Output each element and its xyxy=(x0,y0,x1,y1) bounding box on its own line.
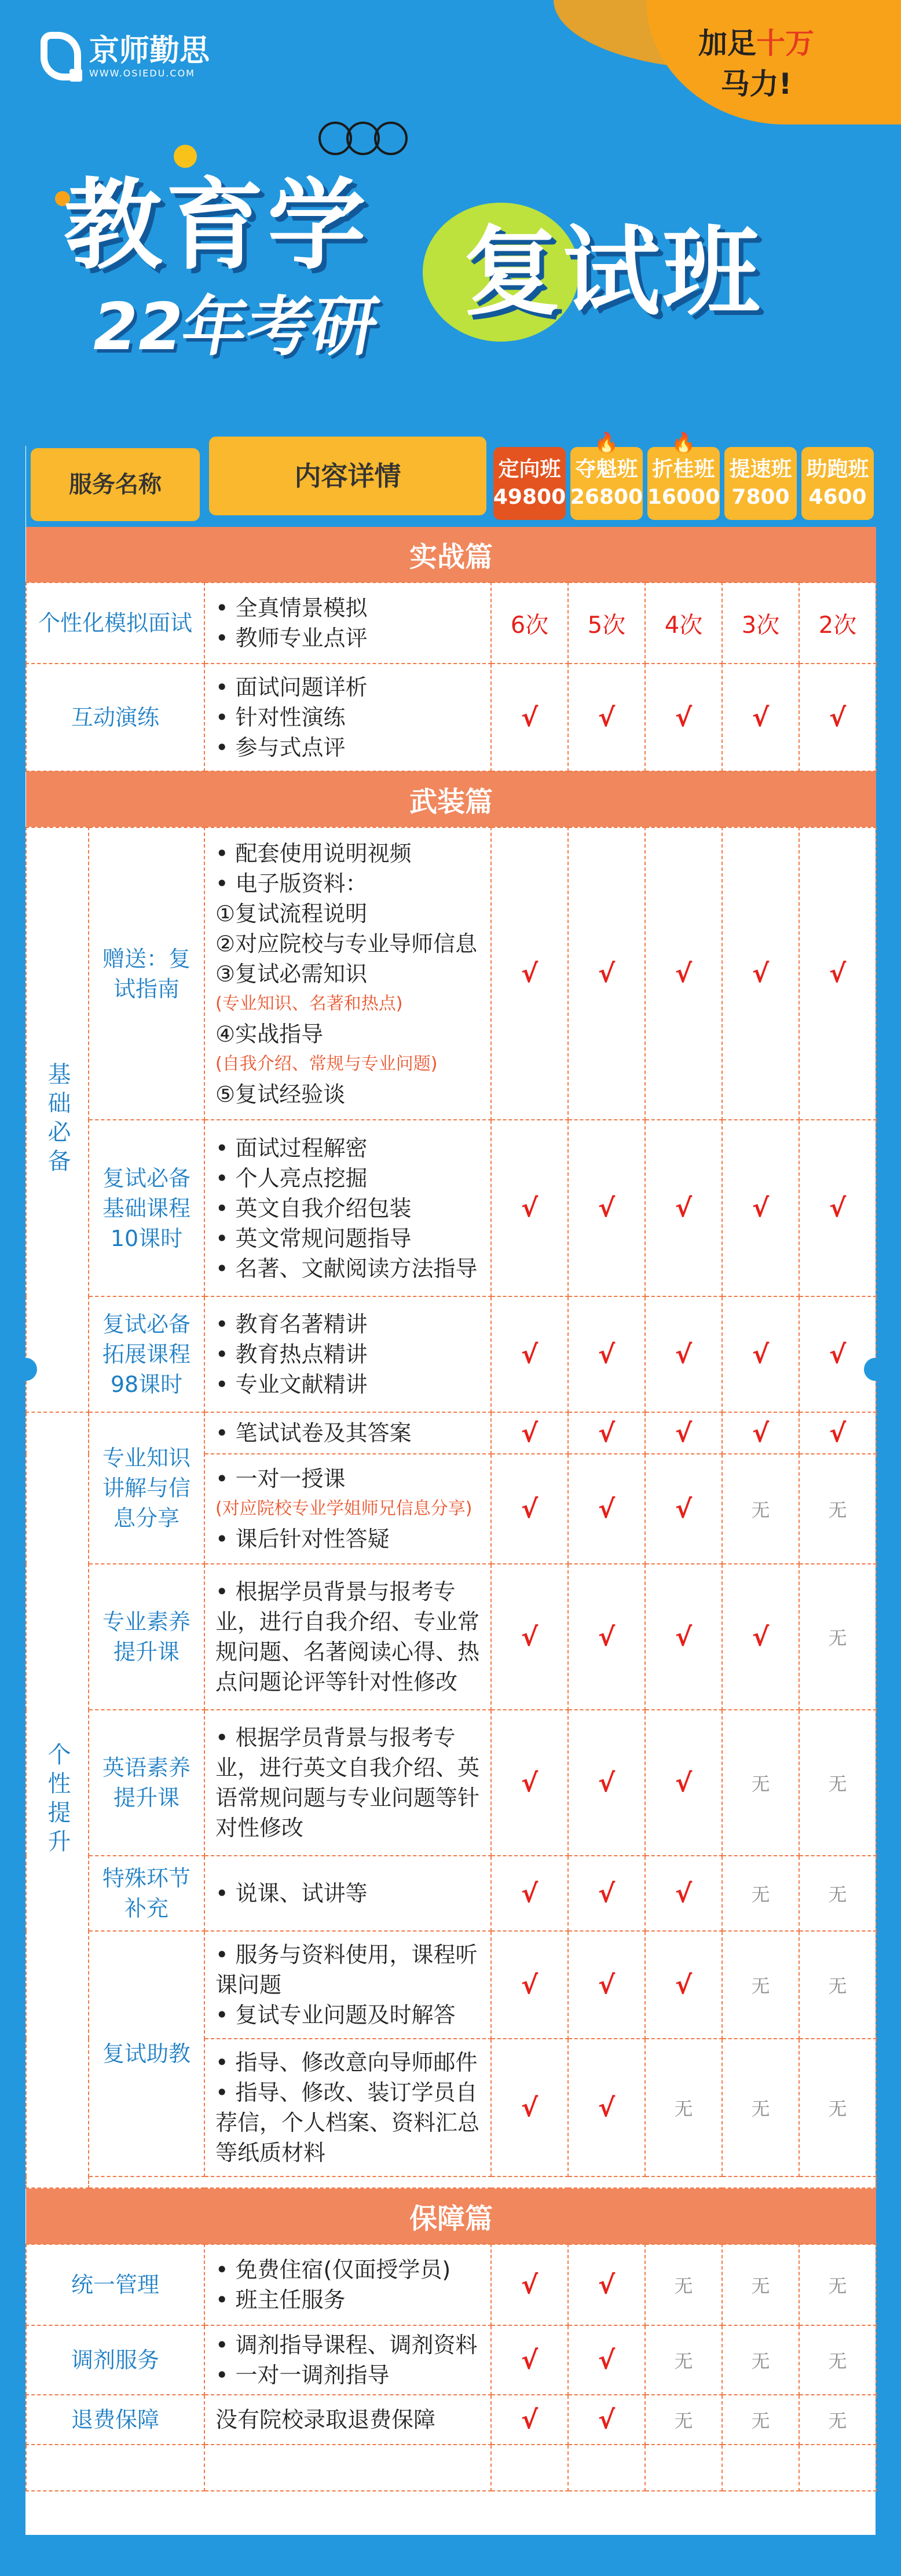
section-wuzhuang: 武装篇 xyxy=(26,771,876,827)
plan-mark: √ xyxy=(645,1454,722,1564)
table-row xyxy=(26,1120,876,1296)
plan-mark: 2次 xyxy=(799,582,876,664)
service-detail: • 面试问题详析 • 针对性演练 • 参与式点评 xyxy=(204,664,491,771)
plan-mark: 无 xyxy=(799,1564,876,1710)
service-detail: • 全真情景模拟 • 教师专业点评 xyxy=(204,582,491,664)
plan-mark: √ xyxy=(491,1296,568,1412)
plan-mark: √ xyxy=(568,1564,645,1710)
plan-mark: 无 xyxy=(799,1856,876,1931)
plan-mark: √ xyxy=(491,1856,568,1931)
plan-mark: √ xyxy=(722,1564,799,1710)
slogan: 加足十万 马力! xyxy=(698,27,814,101)
plan-mark: √ xyxy=(491,1120,568,1296)
plan-mark: √ xyxy=(645,664,722,771)
plan-mark: 无 xyxy=(799,2039,876,2176)
plan-mark: √ xyxy=(722,1296,799,1412)
plan-mark: 无 xyxy=(645,2395,722,2445)
service-name: 赠送：复试指南 xyxy=(89,827,204,1120)
plan-mark: √ xyxy=(568,2244,645,2325)
plan-zhegui: 🔥 折桂班 16000 xyxy=(647,447,720,520)
title-main: 教育学 xyxy=(64,168,370,283)
plan-mark: 无 xyxy=(645,2039,722,2176)
logo-icon xyxy=(41,32,81,80)
table-row xyxy=(26,582,876,664)
service-detail: • 教育名著精讲 • 教育热点精讲 • 专业文献精讲 xyxy=(204,1296,491,1412)
plan-mark: √ xyxy=(645,1564,722,1710)
service-name: 专业知识讲解与信息分享 xyxy=(89,1412,204,1564)
plan-mark: √ xyxy=(568,1412,645,1454)
flame-icon: 🔥 xyxy=(594,431,619,455)
plan-mark: 无 xyxy=(722,2395,799,2445)
plan-mark: √ xyxy=(491,664,568,771)
table-row xyxy=(26,1564,876,1710)
service-detail: • 免费住宿(仅面授学员) • 班主任服务 xyxy=(204,2244,491,2325)
table-row xyxy=(26,1856,876,1931)
brand-name: 京师勤思 xyxy=(89,33,210,68)
plan-mark: 无 xyxy=(722,2325,799,2395)
plan-mark: 无 xyxy=(799,2244,876,2325)
panel-notch xyxy=(14,1358,37,1381)
plan-mark: √ xyxy=(799,1412,876,1454)
plan-mark: √ xyxy=(568,2039,645,2176)
plan-mark: 无 xyxy=(722,1931,799,2039)
course-table-guarantee xyxy=(25,2189,877,2491)
service-name: 退费保障 xyxy=(26,2395,204,2445)
plan-mark: 6次 xyxy=(491,582,568,664)
plan-mark: 无 xyxy=(799,1710,876,1856)
plan-mark: 无 xyxy=(645,2244,722,2325)
plan-mark: √ xyxy=(568,827,645,1120)
service-name: 英语素养提升课 xyxy=(89,1710,204,1856)
service-detail: • 配套使用说明视频 • 电子版资料： ①复试流程说明 ②对应院校与专业导师信息 ③复试必需知识 (专业知识、名著和热点) ④实战指导 (自我介绍、常规与专业问题) ⑤复试经验谈 xyxy=(204,827,491,1120)
plan-mark: √ xyxy=(491,2395,568,2445)
section-baozhang: 保障篇 xyxy=(26,2189,876,2244)
table-row xyxy=(26,1412,876,1454)
plan-mark: √ xyxy=(722,827,799,1120)
service-detail: 没有院校录取退费保障 xyxy=(204,2395,491,2445)
plan-mark: √ xyxy=(722,1412,799,1454)
plan-mark: 3次 xyxy=(722,582,799,664)
header-service: 服务名称 xyxy=(69,471,162,498)
dot-decoration xyxy=(174,145,197,168)
service-name: 特殊环节补充 xyxy=(89,1856,204,1931)
plan-mark: √ xyxy=(645,827,722,1120)
service-detail: • 一对一授课 (对应院校专业学姐师兄信息分享) • 课后针对性答疑 xyxy=(204,1454,491,1564)
plan-mark: √ xyxy=(568,664,645,771)
service-name: 调剂服务 xyxy=(26,2325,204,2395)
plan-mark: √ xyxy=(645,1856,722,1931)
service-detail: • 根据学员背景与报考专业，进行英文自我介绍、英语常规问题与专业问题等针对性修改 xyxy=(204,1710,491,1856)
plan-mark: 5次 xyxy=(568,582,645,664)
plan-dingxiang: 定向班 49800 xyxy=(493,447,566,520)
plan-mark: √ xyxy=(568,1931,645,2039)
service-name: 复试必备基础课程10课时 xyxy=(89,1120,204,1296)
plan-mark: 无 xyxy=(722,2244,799,2325)
plan-mark: √ xyxy=(799,1296,876,1412)
service-detail: • 指导、修改意向导师邮件 • 指导、修改、装订学员自荐信，个人档案、资料汇总等纸质材料 xyxy=(204,2039,491,2176)
plan-mark: √ xyxy=(568,2395,645,2445)
price-panel xyxy=(25,431,876,2535)
table-row xyxy=(26,1710,876,1856)
plan-mark: √ xyxy=(568,1296,645,1412)
plan-mark: 无 xyxy=(722,2039,799,2176)
plan-tisu: 提速班 7800 xyxy=(724,447,797,520)
plan-mark: √ xyxy=(491,1454,568,1564)
table-row xyxy=(26,2395,876,2445)
brand-logo xyxy=(41,32,210,80)
plan-mark: 无 xyxy=(799,2395,876,2445)
title-highlight: 复试班 xyxy=(463,215,762,329)
table-header xyxy=(26,446,876,527)
plan-mark: 无 xyxy=(722,1856,799,1931)
service-name: 复试助教 xyxy=(89,1931,204,2176)
header-detail: 内容详情 xyxy=(294,460,401,492)
rings-decoration xyxy=(324,122,408,155)
course-table-grouped xyxy=(25,827,877,2189)
section-shizhan: 实战篇 xyxy=(26,527,876,582)
plan-mark: √ xyxy=(645,1296,722,1412)
service-detail: • 说课、试讲等 xyxy=(204,1856,491,1931)
service-name: 专业素养提升课 xyxy=(89,1564,204,1710)
plan-mark: 无 xyxy=(722,1710,799,1856)
group-gexing: 个性提升 xyxy=(26,1412,89,2188)
table-row xyxy=(26,2244,876,2325)
service-name: 互动演练 xyxy=(26,664,204,771)
plan-zhupao: 助跑班 4600 xyxy=(801,447,874,520)
table-row xyxy=(26,827,876,1120)
service-detail: • 服务与资料使用，课程听课问题 • 复试专业问题及时解答 xyxy=(204,1931,491,2039)
plan-mark: √ xyxy=(491,2039,568,2176)
plan-mark: √ xyxy=(799,827,876,1120)
title-sub: 22年考研 xyxy=(86,290,384,365)
plan-mark: √ xyxy=(491,2244,568,2325)
plan-mark: √ xyxy=(491,827,568,1120)
plan-mark: √ xyxy=(722,664,799,771)
plan-duokui: 🔥 夺魁班 26800 xyxy=(570,447,643,520)
plan-mark: √ xyxy=(722,1120,799,1296)
service-name: 统一管理 xyxy=(26,2244,204,2325)
group-jichu: 基础必备 xyxy=(26,827,89,1412)
plan-mark: √ xyxy=(645,1710,722,1856)
plan-mark: √ xyxy=(491,1412,568,1454)
plan-mark: √ xyxy=(568,1710,645,1856)
plan-mark: √ xyxy=(799,664,876,771)
plan-mark: √ xyxy=(491,1564,568,1710)
plan-mark: 无 xyxy=(799,2325,876,2395)
plan-mark: √ xyxy=(568,1454,645,1564)
plan-mark: √ xyxy=(491,1710,568,1856)
plan-mark: 4次 xyxy=(645,582,722,664)
plan-mark: 无 xyxy=(645,2325,722,2395)
plan-mark: √ xyxy=(491,1931,568,2039)
plan-mark: √ xyxy=(568,1120,645,1296)
service-name: 个性化模拟面试 xyxy=(26,582,204,664)
table-row xyxy=(26,1931,876,2039)
plan-mark: √ xyxy=(799,1120,876,1296)
plan-mark: 无 xyxy=(799,1931,876,2039)
plan-mark: √ xyxy=(645,1120,722,1296)
service-name: 复试必备拓展课程98课时 xyxy=(89,1296,204,1412)
service-detail: • 根据学员背景与报考专业，进行自我介绍、专业常规问题、名著阅读心得、热点问题论评等针对性修改 xyxy=(204,1564,491,1710)
plan-mark: 无 xyxy=(799,1454,876,1564)
table-row xyxy=(26,2325,876,2395)
service-detail: • 面试过程解密 • 个人亮点挖掘 • 英文自我介绍包装 • 英文常规问题指导 • 名著、文献阅读方法指导 xyxy=(204,1120,491,1296)
service-detail: • 调剂指导课程、调剂资料 • 一对一调剂指导 xyxy=(204,2325,491,2395)
service-detail: • 笔试试卷及其答案 xyxy=(204,1412,491,1454)
flame-icon: 🔥 xyxy=(671,431,696,455)
table-row xyxy=(26,1296,876,1412)
brand-site: WWW.OSIEDU.COM xyxy=(89,67,195,79)
plan-mark: √ xyxy=(568,2325,645,2395)
panel-notch xyxy=(864,1358,887,1381)
course-table xyxy=(25,431,877,827)
plan-mark: 无 xyxy=(722,1454,799,1564)
plan-mark: √ xyxy=(645,1412,722,1454)
table-row xyxy=(26,664,876,771)
plan-mark: √ xyxy=(645,1931,722,2039)
plan-mark: √ xyxy=(568,1856,645,1931)
plan-mark: √ xyxy=(491,2325,568,2395)
